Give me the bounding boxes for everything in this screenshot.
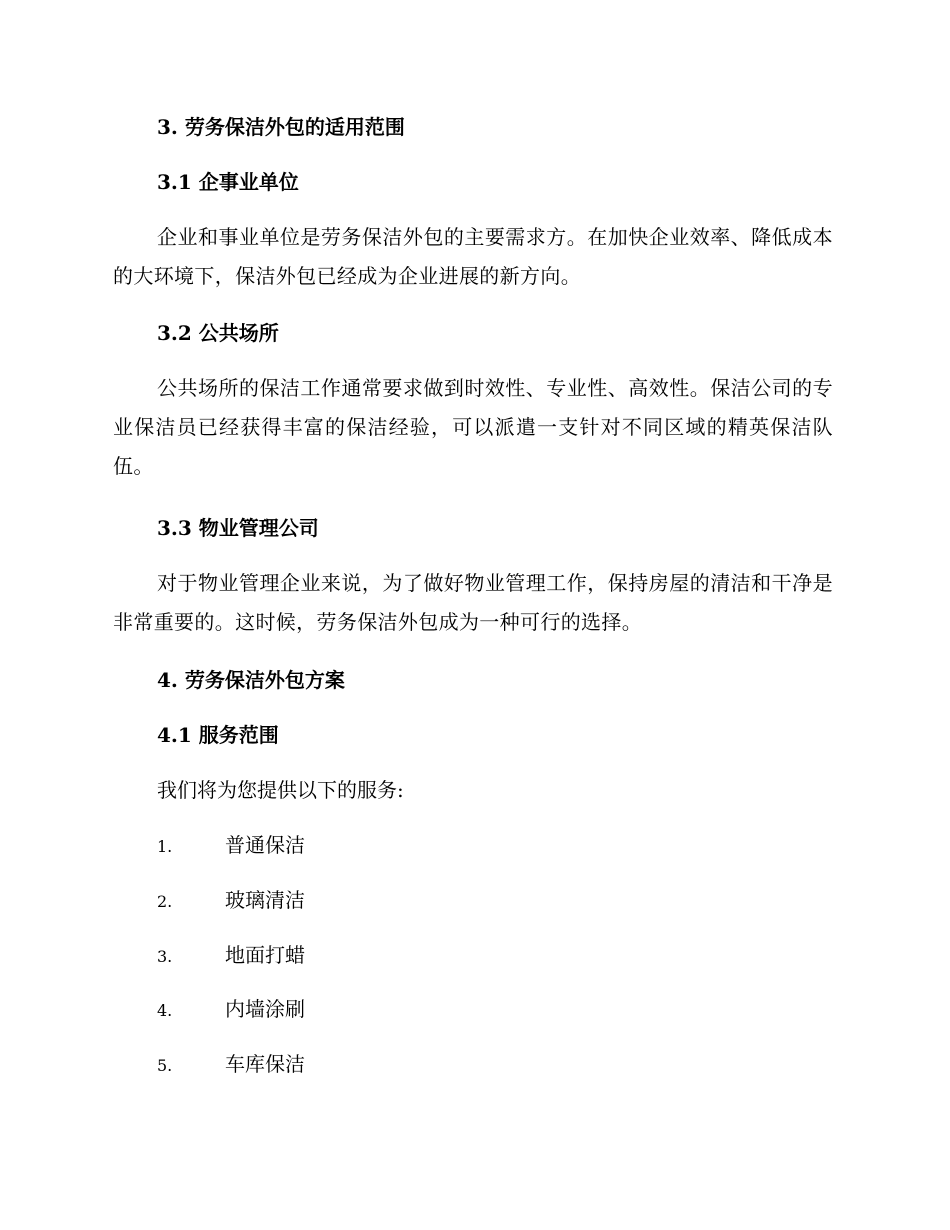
list-item-text: 车库保洁: [225, 1052, 305, 1076]
heading-section-3-1: 3.1 企事业单位: [157, 170, 299, 194]
list-item-number: 2.: [157, 892, 173, 911]
list-item-text: 普通保洁: [225, 833, 305, 857]
list-item: [157, 995, 557, 1023]
list-item-number: 1.: [157, 837, 173, 856]
heading-section-4-1: 4.1 服务范围: [157, 723, 279, 747]
paragraph-section-3-3: 对于物业管理企业来说，为了做好物业管理工作，保持房屋的清洁和干净是非常重要的。这时候，劳务保洁外包成为一种可行的选择。: [113, 571, 833, 634]
heading-section-3: 3. 劳务保洁外包的适用范围: [157, 115, 405, 139]
list-item: [157, 886, 557, 914]
list-item-number: 3.: [157, 947, 173, 966]
list-item: [157, 831, 557, 859]
list-item-number: 4.: [157, 1001, 173, 1020]
heading-section-3-3: 3.3 物业管理公司: [157, 516, 319, 540]
paragraph-section-3-2: 公共场所的保洁工作通常要求做到时效性、专业性、高效性。保洁公司的专业保洁员已经获得丰富的保洁经验，可以派遣一支针对不同区域的精英保洁队伍。: [113, 376, 833, 478]
list-item: [157, 941, 557, 969]
list-item-text: 内墙涂刷: [225, 997, 305, 1021]
heading-section-3-2: 3.2 公共场所: [157, 321, 279, 345]
service-intro-text: 我们将为您提供以下的服务:: [157, 778, 404, 802]
heading-section-4: 4. 劳务保洁外包方案: [157, 668, 345, 692]
paragraph-section-3-1: 企业和事业单位是劳务保洁外包的主要需求方。在加快企业效率、降低成本的大环境下，保洁外包已经成为企业进展的新方向。: [113, 225, 833, 288]
list-item-number: 5.: [157, 1056, 173, 1075]
list-item: [157, 1050, 557, 1078]
list-item-text: 玻璃清洁: [225, 888, 305, 912]
list-item-text: 地面打蜡: [225, 943, 305, 967]
